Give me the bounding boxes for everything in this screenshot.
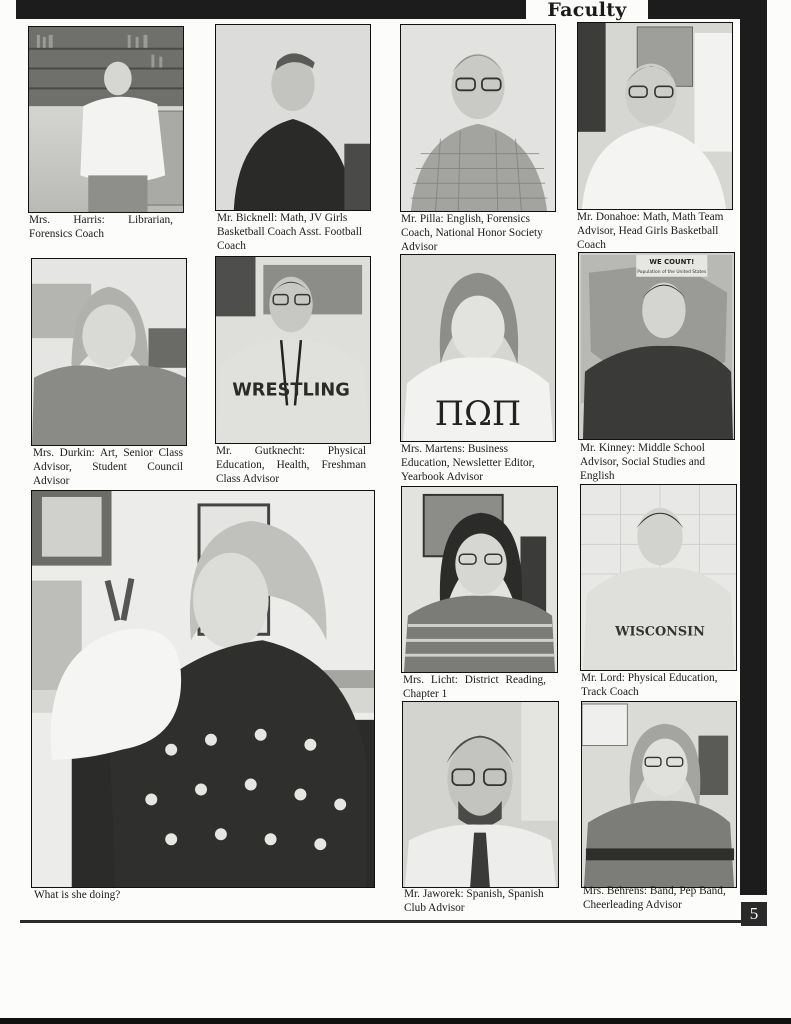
caption-gutknecht: Mr. Gutknecht: Physical Education, Health, Freshman Class Advisor xyxy=(216,445,366,485)
photo-behrens xyxy=(581,701,737,888)
caption-behrens: Mrs. Behrens: Band, Pep Band, Cheerleading Advisor xyxy=(583,885,726,911)
wisconsin-shirt-text: WISCONSIN xyxy=(615,624,705,640)
photo-jaworek xyxy=(402,701,559,888)
photo-kinney xyxy=(578,252,735,440)
photo-lord xyxy=(580,484,737,671)
page-title: Faculty xyxy=(547,0,627,21)
greek-letters-text: ΠΩΠ xyxy=(434,394,522,434)
caption-jaworek: Mr. Jaworek: Spanish, Spanish Club Advisor xyxy=(404,888,544,914)
photo-martens xyxy=(400,254,556,442)
page-title-box xyxy=(526,0,648,21)
photo-pilla xyxy=(400,24,556,212)
page-number: 5 xyxy=(741,902,767,926)
photo-candid xyxy=(31,490,375,888)
photo-bicknell xyxy=(215,24,371,211)
wrestling-shirt-text: WRESTLING xyxy=(232,379,350,401)
photo-gutknecht xyxy=(215,256,371,444)
scan-edge xyxy=(0,1018,791,1024)
photo-harris xyxy=(28,26,184,213)
caption-durkin: Mrs. Durkin: Art, Senior Class Advisor, Student Council Advisor xyxy=(33,447,183,487)
photo-donahoe xyxy=(577,22,733,210)
map-sub-text: Population of the United States xyxy=(637,269,707,275)
photo-licht xyxy=(401,486,558,673)
caption-pilla: Mr. Pilla: English, Forensics Coach, National Honor Society Advisor xyxy=(401,213,543,253)
map-banner-text: WE COUNT! xyxy=(649,257,695,266)
caption-kinney: Mr. Kinney: Middle School Advisor, Social Studies and English xyxy=(580,442,706,482)
caption-martens: Mrs. Martens: Business Education, Newsletter Editor, Yearbook Advisor xyxy=(401,443,535,483)
caption-lord: Mr. Lord: Physical Education, Track Coach xyxy=(581,672,718,698)
top-bar xyxy=(16,0,762,19)
photo-durkin xyxy=(31,258,187,446)
caption-candid: What is she doing? xyxy=(34,889,121,901)
caption-bicknell: Mr. Bicknell: Math, JV Girls Basketball Coach Asst. Football Coach xyxy=(217,212,362,252)
right-bar xyxy=(740,0,767,895)
caption-harris: Mrs. Harris: Librarian, Forensics Coach xyxy=(29,214,173,240)
bottom-rule xyxy=(20,920,742,923)
caption-licht: Mrs. Licht: District Reading, Chapter 1 xyxy=(403,674,546,700)
caption-donahoe: Mr. Donahoe: Math, Math Team Advisor, Head Girls Basketball Coach xyxy=(577,211,724,251)
